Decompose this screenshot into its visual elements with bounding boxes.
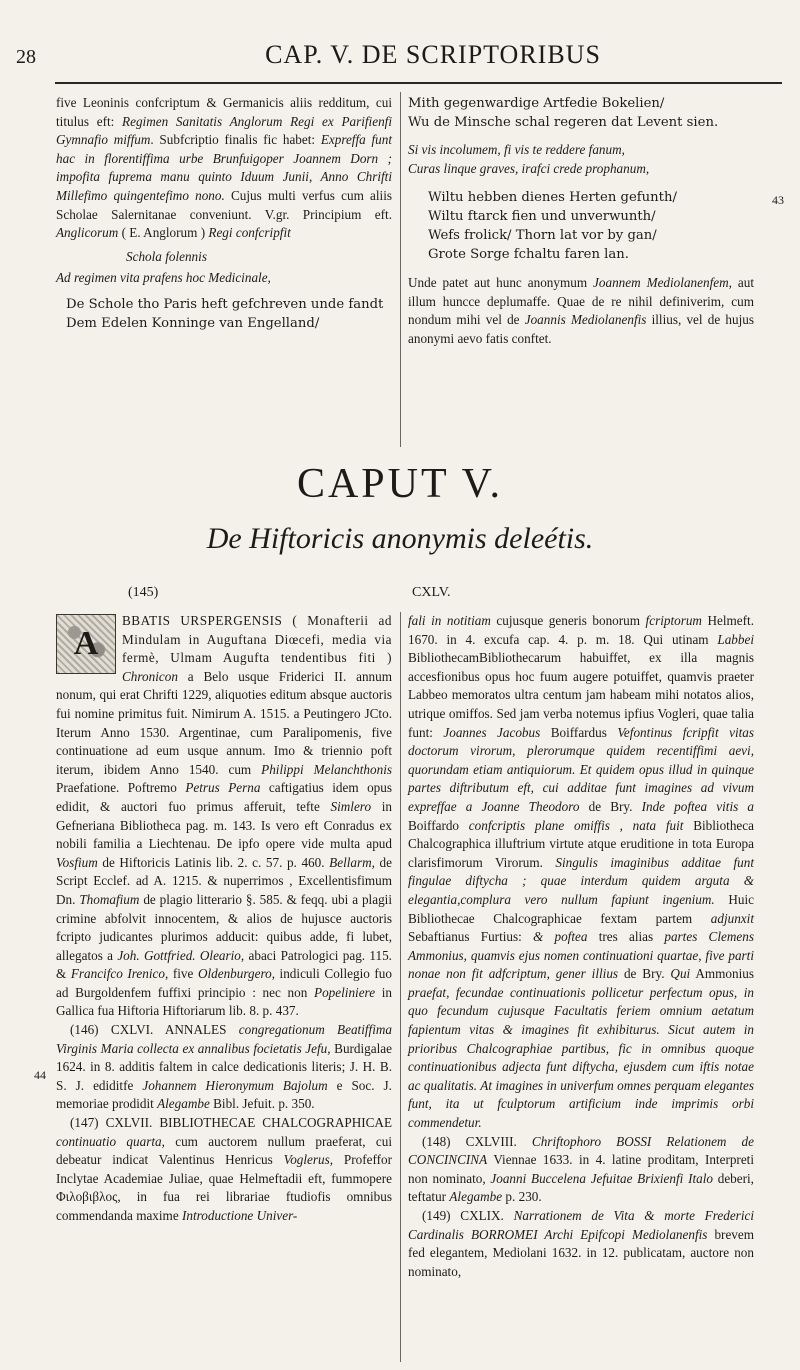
paragraph-bossi <box>408 1133 754 1207</box>
verse-line: Ad regimen vita prafens hoc Medicinale, <box>56 269 271 285</box>
text-run: Bibl. Jefuit. p. 350. <box>209 1096 315 1112</box>
text-run: & poftea <box>533 929 588 945</box>
text-run: Praefatione. Poftremo <box>56 780 186 796</box>
text-run: BibliothecamBibliothecarum habuiffet, ex illa magnis accesfionibus opus hoc fuum augere potuiffet, quamvis praeter Labbeo memoratos ultra centum jam habeam mihi notatos alios, utrique omiffos. Sed jam verba notemus ipfius Vogleri, quae talia funt: <box>408 650 754 740</box>
text-run: , abaci Patrologici pag. 115. & <box>56 947 392 982</box>
text-run: praefat, fecundae continuationis pollicetur perfectum opus, in quo fecundum cujusque Facultatis feriem omnium aetatum fapientum vitas & imagines fit exhibiturus. Sicut autem in prioribus Chalcographiae partibus, fic in omnibus quoque continuationibus adjecta funt diftycha, ejusdem cum iftis notae ac qualitatis. At imagines in univerfum omnes perquam elegantes funt, ita ut fculptorum artificium inde imprimis orbi commendetur. <box>408 984 754 1131</box>
page-number: 28 <box>16 46 36 68</box>
text-run: Expreffa funt hac in florentiffima urbe Brunfuigoper Joannem Dorn ; impofita fuprema manu quinto Iduum Junii, Anno Chrifti Millefimo quingentefimo nono. <box>56 132 392 203</box>
text-run: cujusque generis bonorum <box>490 613 646 628</box>
text-run: , aut illum huncce deplumaffe. Quae de re nihil definiverim, cum nondum mihi vel de <box>408 275 754 328</box>
text-run: Joannis Mediolanenfis <box>524 312 647 328</box>
text-run: in Gallica fua Hiftoria Hiftoriarum lib. 8. p. 437. <box>56 984 392 1019</box>
text-run: Burdigalae 1624. in 8. additis faltem in calce dedicationis literis; J. H. B. S. J. ediditfe <box>56 1040 392 1093</box>
text-run: Philippi Melanchthonis <box>261 761 392 777</box>
verse-line: Curas linque graves, irafci crede prophanum, <box>408 161 650 176</box>
text-run: (146) CXLVI. ANNALES <box>70 1022 239 1038</box>
text-run: Singulis imaginibus additae funt fingulae diftycha ; quae interdum quidem arguta & elegantia,complura vero nullum fapiunt ingenium. <box>408 854 754 907</box>
text-run: p. 230. <box>502 1189 542 1205</box>
text-run: e Soc. J. memoriae prodidit <box>56 1077 392 1112</box>
verse-line: Wiltu ftarck fien und unverwunth/ <box>428 209 656 224</box>
text-run: Vefontinus fcripfit vitas doctorum virorum, plerorumque quidem recentiffimi aevi, quorundam etiam antiquiorum. Et quidem opus illud in quinque partes diftributum eft, cui additae funt imagines ad vivum expreffae a Joanne Theodoro <box>408 724 754 814</box>
text-run: partes Clemens Ammonius, quamvis ejus nomen continuationi quartae, five parti nonae non fit adfcriptum, gener illius <box>408 929 754 982</box>
text-run: deberi, teftatur <box>408 1170 754 1205</box>
chapter-title: CAPUT V. <box>296 461 504 507</box>
text-run: , indiculi Collegio fuo ad Burgoldenfem fuffixi principio : nec non <box>56 966 392 1000</box>
text-run: Francifco Irenico <box>70 966 165 982</box>
text-run: fali in notitiam <box>408 613 491 628</box>
verse-line: Si vis incolumem, fi vis te reddere fanum, <box>408 142 625 157</box>
text-run: Regimen Sanitatis Anglorum Regi ex Parifienfi Gymnafio miffum <box>56 113 392 148</box>
text-run: Petrus Perna <box>185 780 261 796</box>
text-run: Joannem Mediolanenfem <box>593 275 729 290</box>
header-rule <box>55 82 782 84</box>
text-run: (149) CXLIX. <box>422 1208 514 1223</box>
paragraph-continued <box>408 612 754 1133</box>
text-run: Boiffardus <box>540 724 618 740</box>
text-run: tres alias <box>587 929 665 945</box>
text-run: de Hiftoricis Latinis lib. 2. c. 57. p. 460. <box>97 854 330 870</box>
initial-letter: A <box>57 615 115 673</box>
text-run: Regi confcripfit <box>208 225 291 241</box>
top-right-column <box>408 94 754 348</box>
paragraph-unde <box>408 274 754 348</box>
text-run: Johannem Hieronymum Bajolum <box>142 1077 328 1093</box>
text-run: ( E. Anglorum ) <box>118 225 209 241</box>
text-run: Vosfium <box>56 854 98 870</box>
verse-line: Dem Edelen Konninge van Engelland/ <box>66 315 320 331</box>
text-run: Joannes Jacobus <box>443 724 541 740</box>
text-run: continuatio quarta, <box>56 1133 165 1149</box>
text-run: Alegambe <box>449 1189 503 1205</box>
paragraph-borromei <box>408 1207 754 1281</box>
verse-line: Schola folennis <box>126 248 207 264</box>
text-run: brevem fed elegantem, Mediolani 1632. in 12. publicatam, auctore non nominato, <box>408 1226 754 1279</box>
text-run: de Bry. <box>618 966 671 982</box>
text-run: Chronicon <box>122 668 178 684</box>
text-run: confcriptis plane omiffis , nata fuit <box>468 817 684 833</box>
text-run: Profeffor Inclytae Academiae Juliae, quae Helmeftadii eft, fummopere Φιλοβιβλος, in fua rei librariae ftudiofis omnibus commendanda maxime <box>56 1152 392 1223</box>
text-run: Huic Bibliothecae Chalcographicae fextam partem <box>408 891 754 926</box>
text-run: congregationum Beatiffima Virginis Maria collecta ex annalibus focietatis Jefu, <box>56 1022 392 1056</box>
text-run: Bibliotheca Chalcographica illuftrium virtute atque eruditione in tota Europa clarisfimorum Virorum. <box>408 817 754 870</box>
text-run: in Gefneriana Bibliotheca pag. m. 143. Is vero eft Conradus ex nobili familia a Liechtenau. De ipfo opere vide multa apud <box>56 798 392 852</box>
text-run: Boiffardo <box>408 817 469 833</box>
running-title: CAP. V. DE SCRIPTORIBUS <box>265 40 601 69</box>
margin-number: 44 <box>34 1068 46 1082</box>
verse-line: De Schole tho Paris heft gefchreven unde fandt <box>66 296 384 312</box>
text-run: Alegambe <box>157 1096 210 1112</box>
text-run: Joanni Buccelena Jefuitae Brixienfi Italo <box>490 1170 713 1186</box>
entry-number-right: CXLV. <box>412 585 451 600</box>
verse-line: Wiltu hebben dienes Herten gefunth/ <box>428 190 677 205</box>
text-run: Viennae 1633. in 4. latine proditam, Interpreti non nominato, <box>408 1152 754 1186</box>
text-run: Sebaftianus Furtius: <box>408 929 534 945</box>
text-run: BBATIS URSPERGENSIS ( Monafterii ad Mindulam in Auguftana Diœcefi, media via fermè, Ulmam Augufta tendentibus fiti ) <box>122 613 392 666</box>
text-run: Oldenburgero <box>197 966 272 982</box>
bottom-left-column <box>56 612 392 1226</box>
paragraph-abbatis <box>56 612 392 1021</box>
text-run: Chriftophoro BOSSI Relationem de CONCINCINA <box>408 1133 754 1168</box>
text-run: Labbei <box>717 631 754 647</box>
text-run: Ammonius <box>690 966 754 982</box>
text-run: Thomafium <box>79 891 140 907</box>
running-head <box>16 40 770 70</box>
column-divider <box>400 92 401 447</box>
text-run: Qui <box>670 966 691 982</box>
text-run: (148) CXLVIII. <box>422 1133 532 1149</box>
text-run: (147) CXLVII. BIBLIOTHECAE CHALCOGRAPHICAE <box>70 1115 392 1131</box>
text-run: Joh. Gottfried. Oleario <box>117 947 241 963</box>
text-run: . Subfcriptio finalis fic habet: <box>150 132 321 148</box>
verse-line: Wefs frolick/ Thorn lat vor by gan/ <box>428 228 657 243</box>
verse-line: Wu de Minsche schal regeren dat Levent sien. <box>408 115 719 130</box>
entry-number-left: (145) <box>128 585 159 600</box>
text-run: Voglerus, <box>283 1152 334 1168</box>
text-run: caftigatius idem opus edidit, & auctori fuo primus afferuit, tefte <box>56 780 392 814</box>
text-run: cum auctorem nullum praeferat, cui debeatur indicat Valentinus Henricus <box>56 1133 392 1168</box>
text-run: illius, vel de hujus anonymi aevo fatis conftet. <box>408 312 754 346</box>
chapter-subtitle: De Hiftoricis anonymis deleétis. <box>206 522 594 555</box>
text-run: de Script Ecclef. ad A. 1215. & nuperrimos , Excellentisfimum Dn. <box>56 854 393 907</box>
text-run: five Leoninis confcriptum & Germanicis aliis redditum, cui titulus eft: <box>56 95 392 129</box>
text-run: Helmeft. 1670. in 4. excufa cap. 4. p. m. 18. Qui utinam <box>408 613 754 647</box>
text-run: adjunxit <box>710 910 754 926</box>
paragraph-regimen <box>56 94 392 243</box>
text-run: Narrationem de Vita & morte Frederici Cardinalis BORROMEI Archi Epifcopi Mediolanenfis <box>408 1208 754 1242</box>
text-run: Inde poftea vitis a <box>641 798 754 814</box>
paragraph-bibliotheca <box>56 1114 392 1226</box>
margin-number: 43 <box>772 193 784 207</box>
text-run: Popeliniere <box>314 984 376 1000</box>
text-run: de plagio litterario §. 585. & feqq. ubi a plagii crimine abfolvit innocentem, & alios de hujusce auctoris fcripto judicantes plurimos adducit: quibus adde, fi lubet, allegatos a <box>56 891 392 963</box>
text-run: Unde patet aut hunc anonymum <box>408 275 594 290</box>
text-run: Introductione Univer- <box>181 1208 298 1223</box>
text-run: fcriptorum <box>645 613 702 628</box>
text-run: Anglicorum <box>56 225 119 241</box>
text-run: Cujus multi verfus cum aliis Scholae Salernitanae conveniunt. V.gr. Principium eft. <box>56 187 392 222</box>
text-run: Simlero <box>330 798 372 814</box>
text-run: de Bry. <box>579 798 642 814</box>
bottom-right-column <box>408 612 754 1281</box>
text-run: , five <box>165 966 198 982</box>
paragraph-annales <box>56 1021 392 1114</box>
ornamental-initial <box>56 614 116 674</box>
top-left-column <box>56 94 392 333</box>
verse-line: Grote Sorge fchaltu faren lan. <box>428 247 629 262</box>
text-run: a Belo usque Friderici II. annum nonum, qui erat Chrifti 1229, aliquoties editum absque auctoris fui nomine primitus fuit. Nimirum A. 1515. a Peutingero JCto. Iterum Anno 1530. Argentinae, cum Paralipomenis, five continuatione ad eum usque annum. Imo & triennio poft iterum, ibidem Anno 1540. cum <box>56 668 392 777</box>
text-run: Bellarm, <box>329 854 375 870</box>
column-divider <box>400 612 401 1362</box>
verse-line: Mith gegenwardige Artfedie Bokelien/ <box>408 96 665 111</box>
